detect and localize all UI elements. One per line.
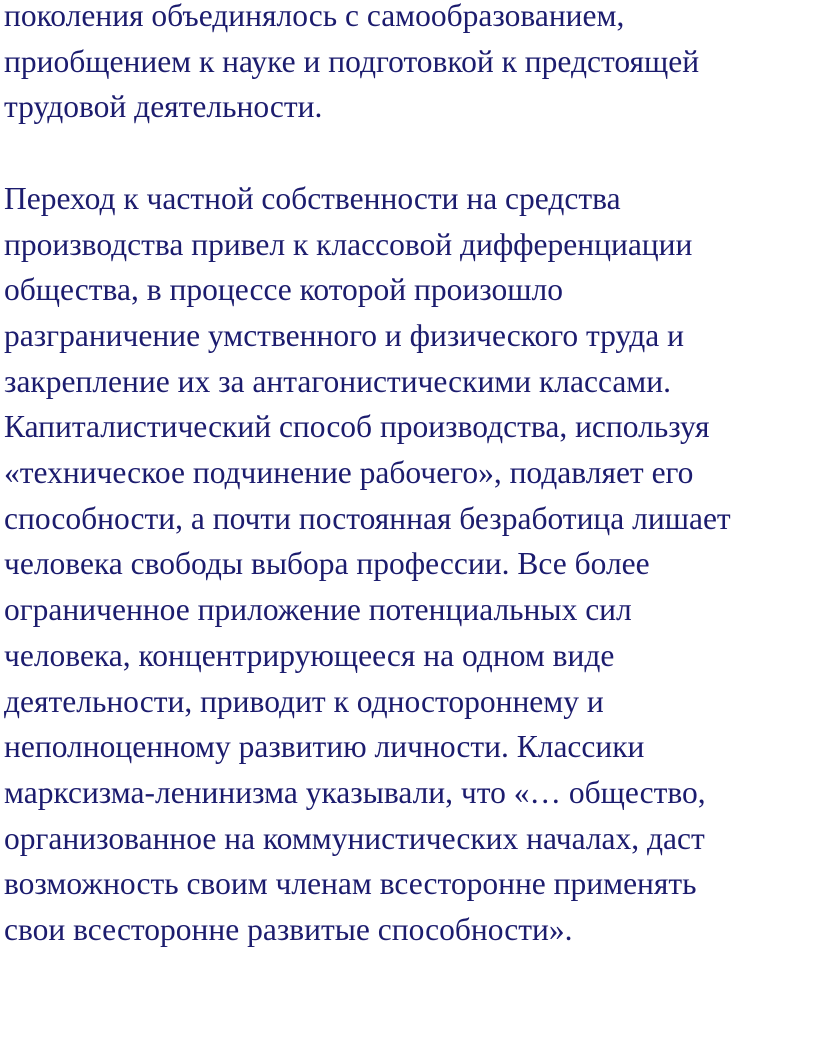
text-line: трудовой деятельности. [4, 89, 323, 125]
text-line: ограниченное приложение потенциальных сил [4, 592, 632, 628]
text-line: «техническое подчинение рабочего», подавляет его [4, 455, 694, 491]
text-line: Капиталистический способ производства, используя [4, 409, 710, 445]
text-line: человека свободы выбора профессии. Все более [4, 546, 650, 582]
text-line: марксизма-ленинизма указывали, что «… общество, [4, 774, 706, 810]
text-line: неполноценному развитию личности. Классики [4, 729, 645, 765]
text-line: человека, концентрирующееся на одном виде [4, 637, 615, 673]
text-line: закрепление их за антагонистическими классами. [4, 363, 671, 399]
text-line: возможность своим членам всесторонне применять [4, 866, 697, 902]
paragraph-1 [4, 0, 810, 130]
text-line: способности, а почти постоянная безработица лишает [4, 500, 731, 536]
text-line: приобщением к науке и подготовкой к предстоящей [4, 43, 700, 79]
text-line: организованное на коммунистических началах, даст [4, 820, 705, 856]
text-line: свои всесторонне развитые способности». [4, 912, 573, 948]
text-line: производства привел к классовой дифференциации [4, 226, 693, 262]
text-line: Переход к частной собственности на средства [4, 180, 621, 216]
text-line: поколения объединялось с самообразованием, [4, 0, 625, 33]
text-line: разграничение умственного и физического труда и [4, 317, 684, 353]
text-line: деятельности, приводит к одностороннему и [4, 683, 604, 719]
text-line: общества, в процессе которой произошло [4, 272, 563, 308]
paragraph-2 [4, 176, 810, 953]
